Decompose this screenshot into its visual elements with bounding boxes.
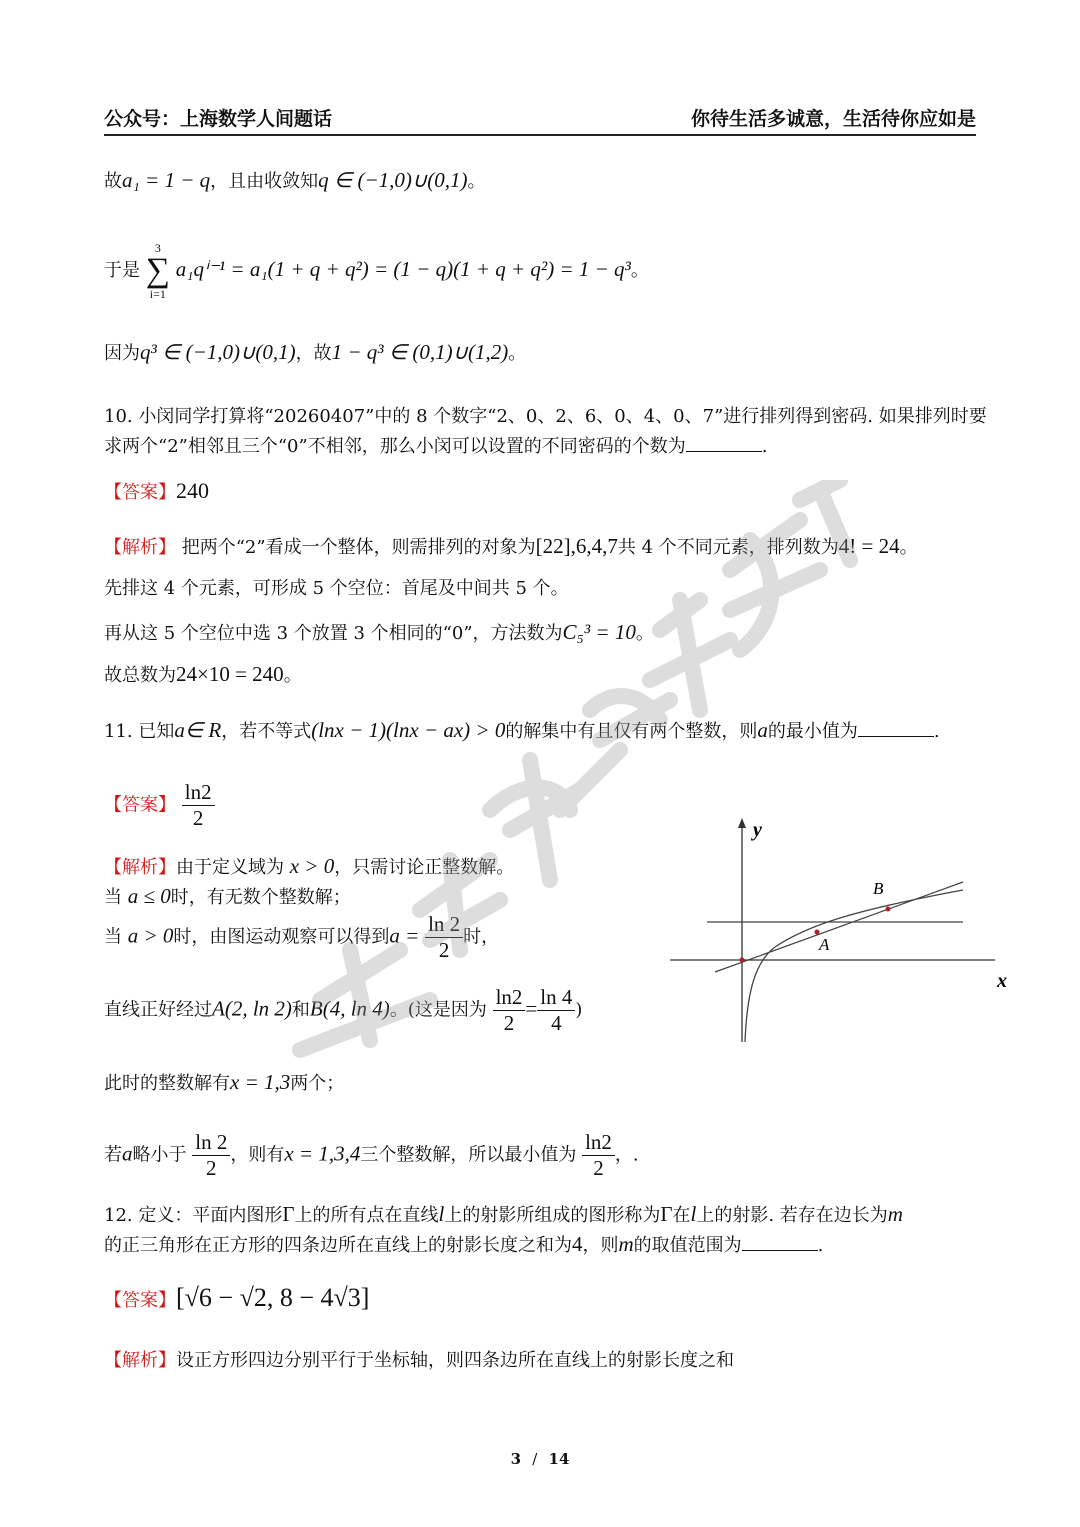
origin-point	[740, 958, 745, 963]
question-12-line-1: 12. 定义：平面内图形Γ上的所有点在直线l上的射影所组成的图形称为Γ在l上的射影. 若存在边长为m	[104, 1202, 903, 1226]
ln-curve	[745, 890, 963, 1042]
solution-12-line-1: 【解析】设正方形四边分别平行于坐标轴，则四条边所在直线上的射影长度之和	[104, 1350, 734, 1371]
page-number: 3	[510, 1450, 522, 1468]
page-footer: 3 / 14	[510, 1450, 570, 1468]
point-b-label: B	[873, 879, 884, 898]
question-11: 11. 已知a∈ R，若不等式(lnx − 1)(lnx − ax) > 0的解集中有且仅有两个整数，则a的最小值为 .	[104, 718, 940, 742]
answer-blank	[686, 450, 762, 452]
answer-blank	[858, 735, 934, 737]
answer-label: 【答案】	[104, 482, 176, 503]
question-12-line-2: 的正三角形在正方形的四条边所在直线上的射影长度之和为4，则m的取值范围为 .	[104, 1232, 824, 1256]
solution-11-line-6: 若a略小于 $\frac{\ln 2}{2}$ ，则有x = 1,3,4三个整数解，所以最小值为 $\frac{\ln 2}{2}$ ，.	[104, 1130, 639, 1181]
question-10-line-2: 求两个“2”相邻且三个“0”不相邻，那么小闵可以设置的不同密码的个数为 .	[104, 436, 768, 457]
solution-10-line-4: 故总数为24×10 = 240。	[104, 662, 302, 686]
solution-10-line-3: 再从这 5 个空位中选 3 个放置 3 个相同的“0”，方法数为C₅³ = 10。	[104, 620, 654, 644]
solution-10-line-1: 【解析】 把两个“2”看成一个整体，则需排列的对象为[22],6,4,7共 4 个不同元素，排列数为4! = 24。	[104, 534, 918, 558]
answer-blank	[742, 1249, 818, 1251]
header-left: 公众号：上海数学人间题话	[104, 108, 333, 130]
header-right: 你待生活多诚意，生活待你应如是	[690, 108, 976, 130]
solution-10-line-2: 先排这 4 个元素，可形成 5 个空位：首尾及中间共 5 个。	[104, 578, 569, 599]
answer-fraction: $\frac{\ln 2}{2}$	[182, 780, 215, 831]
log-function-graph	[665, 812, 1025, 1052]
solution-11-line-2: 当 a ≤ 0时，有无数个整数解；	[104, 884, 351, 908]
summation-symbol: 3 ∑ i=1	[145, 241, 170, 301]
y-axis-label: y	[753, 819, 762, 841]
y-axis-arrow	[738, 818, 746, 828]
answer-10: 【答案】240	[104, 478, 209, 503]
answer-11	[104, 780, 215, 831]
page-total: 14	[548, 1450, 570, 1468]
point-a-label: A	[819, 935, 830, 954]
solution-11-line-4: 直线正好经过A(2, ln 2)和B(4, ln 4)。(这是因为 $\frac{\ln 2}{2}$ = $\frac{\ln 4}{4}$ )	[104, 985, 583, 1036]
question-10-line-1: 10. 小闵同学打算将“20260407”中的 8 个数字“2、0、2、6、0、4、0、7”进行排列得到密码. 如果排列时要	[104, 406, 987, 427]
point-b-marker	[886, 907, 891, 912]
solution-11-line-5: 此时的整数解有x = 1,3两个；	[104, 1070, 345, 1094]
point-a-marker	[815, 930, 820, 935]
solution-line-1: 故a₁ = 1 − q，且由收敛知q ∈ (−1,0)∪(0,1)。	[104, 168, 486, 192]
answer-label: 【答案】	[104, 794, 176, 816]
solution-line-3: 因为q³ ∈ (−1,0)∪(0,1)，故1 − q³ ∈ (0,1)∪(1,2)。	[104, 340, 527, 364]
analysis-label: 【解析】	[104, 857, 176, 878]
solution-11-line-1: 【解析】由于定义域为 x > 0，只需讨论正整数解。	[104, 854, 515, 878]
solution-line-2: 于是 3 ∑ i=1 a₁qⁱ⁻¹ = a₁(1 + q + q²) = (1 − q)(1 + q + q²) = 1 − q³。	[104, 241, 649, 301]
x-axis-label: x	[997, 970, 1007, 992]
page-header	[104, 100, 976, 136]
secant-line	[715, 882, 963, 972]
answer-12: 【答案】[√6 − √2, 8 − 4√3]	[104, 1283, 370, 1312]
analysis-label: 【解析】	[104, 1350, 176, 1371]
answer-label: 【答案】	[104, 1290, 176, 1311]
solution-11-line-3: 当 a > 0时，由图运动观察可以得到a = $\frac{\ln 2}{2}$ 时，	[104, 912, 500, 963]
analysis-label: 【解析】	[104, 537, 176, 558]
